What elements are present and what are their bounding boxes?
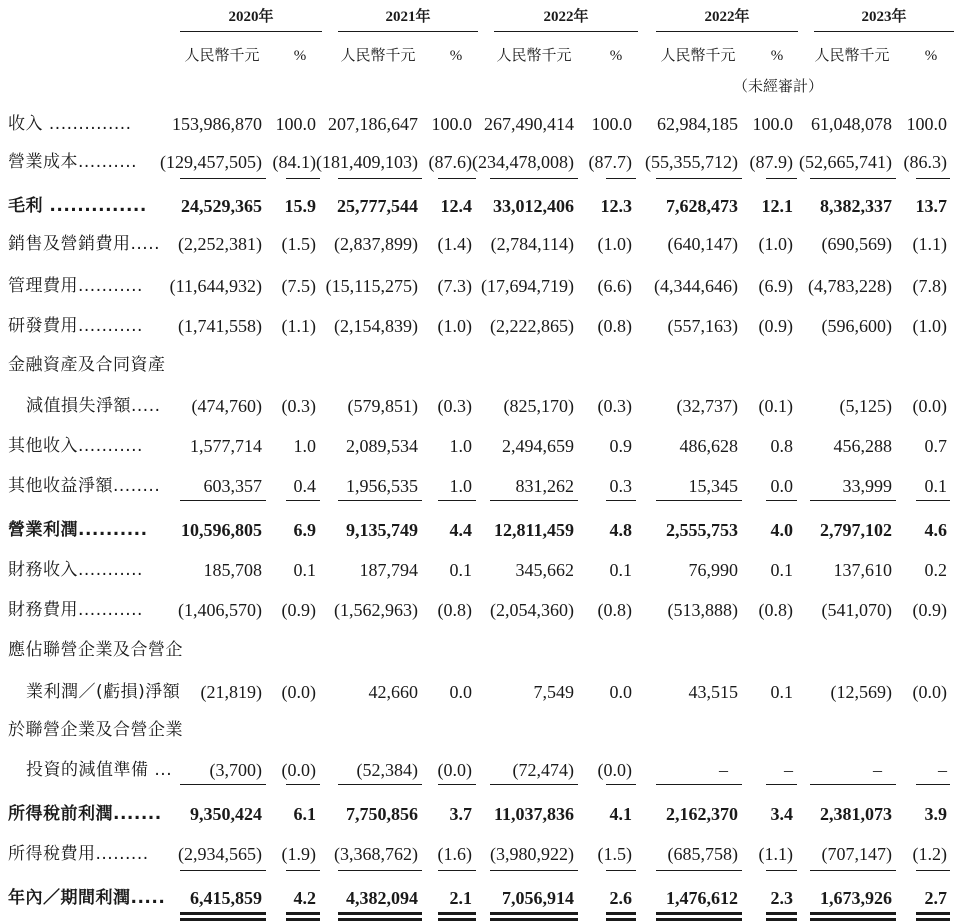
rule-amount [656, 912, 742, 915]
row-label: 其他收入........... [8, 436, 143, 456]
amount-cell: (557,163) [667, 316, 738, 336]
period-header-underline [814, 31, 954, 32]
amount-cell: 137,610 [833, 560, 892, 580]
amount-cell: (4,783,228) [808, 276, 892, 296]
row-label: 毛利 .............. [8, 196, 147, 216]
amount-cell: 2,162,370 [666, 804, 738, 824]
percent-cell: (87.6) [428, 152, 472, 172]
period-header-underline [180, 31, 322, 32]
rule-amount [490, 870, 578, 871]
percent-cell: 0.1 [609, 560, 632, 580]
amount-cell: (685,758) [667, 844, 738, 864]
rule-percent [766, 784, 797, 785]
rule-percent [438, 912, 476, 915]
percent-cell: (0.1) [758, 396, 793, 416]
rule-percent [438, 784, 476, 785]
amount-cell: (3,980,922) [490, 844, 574, 864]
rule-amount [180, 870, 266, 871]
amount-cell: (707,147) [821, 844, 892, 864]
rule-amount [656, 870, 742, 871]
rule-amount [810, 870, 896, 871]
percent-cell: – [938, 760, 947, 780]
percent-cell: 2.7 [924, 888, 947, 908]
percent-cell: (7.5) [281, 276, 316, 296]
amount-cell: (55,355,712) [645, 152, 738, 172]
period-header-underline [338, 31, 478, 32]
percent-cell: 1.0 [449, 436, 472, 456]
unaudited-note: （未經審計） [733, 79, 824, 95]
percent-cell: 4.6 [924, 520, 947, 540]
rule-amount [490, 918, 578, 921]
amount-cell: (52,384) [356, 760, 418, 780]
period-year-header: 2022年 [543, 9, 589, 25]
rule-percent [606, 784, 636, 785]
amount-cell: (234,478,008) [472, 152, 574, 172]
percent-cell: 0.0 [770, 476, 793, 496]
amount-cell: 486,628 [679, 436, 738, 456]
percent-cell: 1.0 [293, 436, 316, 456]
row-label: 金融資產及合同資產 [8, 355, 166, 375]
amount-cell: (15,115,275) [325, 276, 418, 296]
percent-cell: 15.9 [284, 196, 316, 216]
amount-cell: 2,494,659 [502, 436, 574, 456]
rule-amount [810, 178, 896, 179]
percent-header: % [924, 48, 938, 64]
unit-header: 人民幣千元 [814, 48, 890, 64]
amount-cell: (11,644,932) [169, 276, 262, 296]
row-label: 財務費用........... [8, 600, 143, 620]
amount-cell: 7,628,473 [666, 196, 738, 216]
percent-cell: (0.8) [758, 600, 793, 620]
percent-cell: (0.8) [597, 600, 632, 620]
row-label: 投資的減值準備 ... [26, 760, 173, 780]
amount-cell: 62,984,185 [657, 114, 738, 134]
amount-cell: (825,170) [503, 396, 574, 416]
percent-cell: 0.0 [609, 682, 632, 702]
row-label: 收入 .............. [8, 114, 132, 134]
rule-percent [438, 870, 476, 871]
percent-header: % [609, 48, 623, 64]
amount-cell: 185,708 [203, 560, 262, 580]
amount-cell: 7,750,856 [346, 804, 418, 824]
amount-cell: (3,700) [209, 760, 262, 780]
amount-cell: (72,474) [512, 760, 574, 780]
rule-amount [810, 912, 896, 915]
percent-cell: (1.1) [912, 234, 947, 254]
percent-cell: (84.1) [272, 152, 316, 172]
row-label: 所得稅前利潤....... [8, 804, 162, 824]
amount-cell: (32,737) [676, 396, 738, 416]
percent-cell: 0.3 [609, 476, 632, 496]
unit-header: 人民幣千元 [184, 48, 260, 64]
percent-cell: (1.4) [437, 234, 472, 254]
percent-header: % [293, 48, 307, 64]
amount-cell: 2,797,102 [820, 520, 892, 540]
rule-amount [338, 178, 422, 179]
amount-cell: (1,562,963) [334, 600, 418, 620]
rule-amount [180, 784, 266, 785]
amount-cell: (690,569) [821, 234, 892, 254]
percent-cell: (0.0) [281, 682, 316, 702]
percent-cell: (0.0) [912, 396, 947, 416]
rule-percent [438, 178, 476, 179]
rule-amount [338, 500, 422, 501]
percent-cell: (0.3) [437, 396, 472, 416]
row-label: 營業利潤.......... [8, 520, 148, 540]
percent-cell: 4.8 [609, 520, 632, 540]
percent-cell: 0.9 [609, 436, 632, 456]
amount-cell: – [719, 760, 728, 780]
amount-cell: 33,012,406 [493, 196, 574, 216]
amount-cell: 24,529,365 [181, 196, 262, 216]
percent-cell: (1.5) [597, 844, 632, 864]
rule-percent [766, 500, 797, 501]
percent-cell: (0.0) [437, 760, 472, 780]
rule-percent [916, 784, 950, 785]
row-label: 應佔聯營企業及合營企 [8, 640, 183, 660]
amount-cell: 1,476,612 [666, 888, 738, 908]
rule-amount [490, 784, 578, 785]
percent-cell: 13.7 [915, 196, 947, 216]
percent-cell: 100.0 [906, 114, 947, 134]
amount-cell: 15,345 [688, 476, 738, 496]
amount-cell: 33,999 [842, 476, 892, 496]
amount-cell: (474,760) [191, 396, 262, 416]
period-year-header: 2022年 [704, 9, 750, 25]
row-label: 研發費用........... [8, 316, 143, 336]
rule-amount [180, 912, 266, 915]
rule-percent [916, 912, 950, 915]
amount-cell: 345,662 [515, 560, 574, 580]
amount-cell: 2,381,073 [820, 804, 892, 824]
amount-cell: 2,089,534 [346, 436, 418, 456]
rule-percent [766, 918, 797, 921]
percent-cell: 100.0 [275, 114, 316, 134]
percent-cell: (0.3) [597, 396, 632, 416]
amount-cell: (181,409,103) [316, 152, 418, 172]
percent-cell: (1.0) [437, 316, 472, 336]
amount-cell: (640,147) [667, 234, 738, 254]
percent-cell: (1.9) [281, 844, 316, 864]
amount-cell: 2,555,753 [666, 520, 738, 540]
amount-cell: (541,070) [821, 600, 892, 620]
amount-cell: 8,382,337 [820, 196, 892, 216]
percent-cell: 4.0 [770, 520, 793, 540]
amount-cell: (12,569) [830, 682, 892, 702]
row-label: 營業成本.......... [8, 152, 138, 172]
amount-cell: (2,222,865) [490, 316, 574, 336]
rule-percent [766, 870, 797, 871]
percent-cell: 0.1 [293, 560, 316, 580]
amount-cell: 456,288 [833, 436, 892, 456]
amount-cell: 76,990 [688, 560, 738, 580]
percent-cell: (1.2) [912, 844, 947, 864]
percent-cell: 2.1 [449, 888, 472, 908]
percent-cell: (1.0) [758, 234, 793, 254]
percent-cell: (1.0) [597, 234, 632, 254]
row-label: 銷售及營銷費用..... [8, 234, 161, 254]
rule-amount [656, 784, 742, 785]
amount-cell: 12,811,459 [493, 520, 574, 540]
period-year-header: 2021年 [385, 9, 431, 25]
rule-amount [490, 912, 578, 915]
amount-cell: 11,037,836 [493, 804, 574, 824]
amount-cell: (2,934,565) [178, 844, 262, 864]
percent-cell: (6.6) [597, 276, 632, 296]
percent-cell: (1.5) [281, 234, 316, 254]
percent-cell: 0.1 [770, 560, 793, 580]
amount-cell: 267,490,414 [484, 114, 574, 134]
amount-cell: 1,577,714 [190, 436, 262, 456]
percent-cell: (1.0) [912, 316, 947, 336]
unit-header: 人民幣千元 [496, 48, 572, 64]
percent-cell: 3.9 [924, 804, 947, 824]
percent-cell: 12.4 [440, 196, 472, 216]
rule-percent [606, 870, 636, 871]
row-label: 減值損失淨額..... [26, 396, 161, 416]
amount-cell: 6,415,859 [190, 888, 262, 908]
percent-cell: (0.9) [912, 600, 947, 620]
row-label: 管理費用........... [8, 276, 143, 296]
unit-header: 人民幣千元 [660, 48, 736, 64]
amount-cell: (2,837,899) [334, 234, 418, 254]
rule-percent [916, 500, 950, 501]
percent-cell: (7.3) [437, 276, 472, 296]
percent-cell: (87.7) [588, 152, 632, 172]
amount-cell: (21,819) [200, 682, 262, 702]
rule-percent [606, 178, 636, 179]
rule-percent [438, 918, 476, 921]
percent-cell: (86.3) [903, 152, 947, 172]
rule-percent [606, 500, 636, 501]
rule-amount [810, 784, 896, 785]
percent-cell: (1.1) [281, 316, 316, 336]
rule-percent [286, 178, 320, 179]
percent-cell: 4.1 [609, 804, 632, 824]
percent-cell: 3.7 [449, 804, 472, 824]
percent-cell: 3.4 [770, 804, 793, 824]
rule-percent [606, 918, 636, 921]
percent-cell: 0.1 [770, 682, 793, 702]
amount-cell: 7,056,914 [502, 888, 574, 908]
amount-cell: (5,125) [839, 396, 892, 416]
percent-cell: (0.0) [912, 682, 947, 702]
amount-cell: 603,357 [203, 476, 262, 496]
percent-cell: 0.1 [449, 560, 472, 580]
rule-amount [490, 500, 578, 501]
period-header-underline [494, 31, 638, 32]
percent-cell: (0.3) [281, 396, 316, 416]
amount-cell: (129,457,505) [160, 152, 262, 172]
rule-amount [656, 178, 742, 179]
percent-cell: 6.1 [293, 804, 316, 824]
percent-cell: (0.8) [597, 316, 632, 336]
amount-cell: (4,344,646) [654, 276, 738, 296]
amount-cell: (513,888) [667, 600, 738, 620]
rule-percent [438, 500, 476, 501]
row-label: 財務收入........... [8, 560, 143, 580]
percent-cell: 0.1 [924, 476, 947, 496]
rule-amount [338, 870, 422, 871]
amount-cell: 25,777,544 [337, 196, 418, 216]
row-label: 業利潤／(虧損)淨額 [26, 682, 181, 702]
rule-amount [656, 918, 742, 921]
rule-amount [180, 178, 266, 179]
percent-cell: 4.2 [293, 888, 316, 908]
rule-amount [656, 500, 742, 501]
amount-cell: (17,694,719) [481, 276, 574, 296]
percent-cell: (7.8) [912, 276, 947, 296]
percent-cell: 0.7 [924, 436, 947, 456]
amount-cell: (52,665,741) [799, 152, 892, 172]
period-year-header: 2020年 [228, 9, 274, 25]
rule-percent [766, 178, 797, 179]
percent-header: % [770, 48, 784, 64]
rule-amount [810, 918, 896, 921]
unit-header: 人民幣千元 [340, 48, 416, 64]
amount-cell: 9,350,424 [190, 804, 262, 824]
percent-cell: 100.0 [591, 114, 632, 134]
percent-cell: (0.0) [281, 760, 316, 780]
amount-cell: – [873, 760, 882, 780]
percent-cell: (0.0) [597, 760, 632, 780]
percent-cell: (0.9) [281, 600, 316, 620]
amount-cell: 9,135,749 [346, 520, 418, 540]
rule-percent [916, 870, 950, 871]
amount-cell: (2,054,360) [490, 600, 574, 620]
period-year-header: 2023年 [861, 9, 907, 25]
amount-cell: (1,741,558) [178, 316, 262, 336]
percent-cell: (0.8) [437, 600, 472, 620]
amount-cell: 187,794 [359, 560, 418, 580]
amount-cell: (1,406,570) [178, 600, 262, 620]
percent-cell: 0.0 [449, 682, 472, 702]
percent-cell: 2.6 [609, 888, 632, 908]
amount-cell: 61,048,078 [811, 114, 892, 134]
amount-cell: (596,600) [821, 316, 892, 336]
rule-amount [338, 784, 422, 785]
rule-amount [180, 918, 266, 921]
percent-cell: (87.9) [749, 152, 793, 172]
rule-percent [606, 912, 636, 915]
amount-cell: (3,368,762) [334, 844, 418, 864]
rule-amount [338, 918, 422, 921]
rule-percent [286, 784, 320, 785]
period-header-underline [656, 31, 798, 32]
rule-percent [916, 918, 950, 921]
percent-cell: 2.3 [770, 888, 793, 908]
amount-cell: 42,660 [368, 682, 418, 702]
percent-cell: 12.3 [600, 196, 632, 216]
rule-percent [766, 912, 797, 915]
amount-cell: 7,549 [533, 682, 574, 702]
amount-cell: (2,252,381) [178, 234, 262, 254]
amount-cell: 831,262 [515, 476, 574, 496]
percent-cell: 0.2 [924, 560, 947, 580]
rule-percent [286, 870, 320, 871]
rule-amount [338, 912, 422, 915]
percent-cell: (0.9) [758, 316, 793, 336]
amount-cell: 153,986,870 [172, 114, 262, 134]
rule-percent [286, 912, 320, 915]
rule-percent [286, 500, 320, 501]
rule-percent [286, 918, 320, 921]
amount-cell: (2,784,114) [490, 234, 574, 254]
row-label: 年內／期間利潤..... [8, 888, 166, 908]
percent-cell: – [784, 760, 793, 780]
percent-cell: 1.0 [449, 476, 472, 496]
amount-cell: 1,956,535 [346, 476, 418, 496]
percent-cell: 4.4 [449, 520, 472, 540]
amount-cell: 4,382,094 [346, 888, 418, 908]
rule-percent [916, 178, 950, 179]
amount-cell: 1,673,926 [820, 888, 892, 908]
amount-cell: 43,515 [688, 682, 738, 702]
amount-cell: 207,186,647 [328, 114, 418, 134]
percent-cell: 0.8 [770, 436, 793, 456]
percent-header: % [449, 48, 463, 64]
rule-amount [490, 178, 578, 179]
percent-cell: (1.1) [758, 844, 793, 864]
percent-cell: 100.0 [752, 114, 793, 134]
percent-cell: (1.6) [437, 844, 472, 864]
amount-cell: 10,596,805 [181, 520, 262, 540]
row-label: 其他收益淨額........ [8, 476, 161, 496]
amount-cell: (579,851) [347, 396, 418, 416]
percent-cell: 0.4 [293, 476, 316, 496]
percent-cell: 12.1 [761, 196, 793, 216]
rule-amount [810, 500, 896, 501]
rule-amount [180, 500, 266, 501]
percent-cell: (6.9) [758, 276, 793, 296]
row-label: 於聯營企業及合營企業 [8, 720, 183, 740]
amount-cell: (2,154,839) [334, 316, 418, 336]
percent-cell: 100.0 [431, 114, 472, 134]
row-label: 所得稅費用......... [8, 844, 149, 864]
percent-cell: 6.9 [293, 520, 316, 540]
